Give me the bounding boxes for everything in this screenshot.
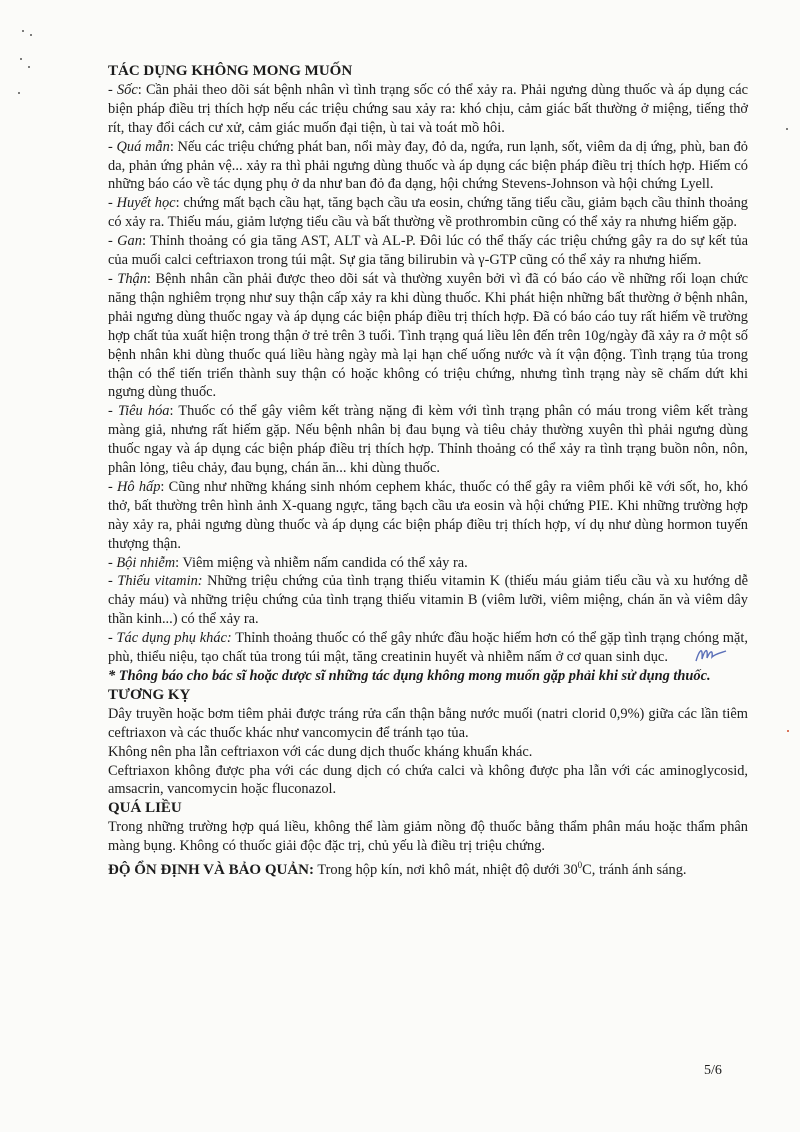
adverse-effect-item: - Tiêu hóa: Thuốc có thể gây viêm kết tràng nặng đi kèm với tình trạng phân có máu trong viêm kết tràng màng giả, nhưng rất hiếm gặp. Nếu bệnh nhân bị đau bụng và tiêu chảy thường xuyên thì phải ngưng dùng thuốc ngay và áp dụng các biện pháp điều trị thích hợp. Thỉnh thoảng có thể xảy ra tình trạng buồn nôn, nôn, phân lỏng, tiêu chảy, đau bụng, chán ăn... khi dùng thuốc. xyxy=(108,403,749,477)
scan-speck xyxy=(30,34,32,36)
adverse-effect-label: Thiếu vitamin: xyxy=(117,573,203,590)
adverse-effect-item: - Sốc: Cần phải theo dõi sát bệnh nhân vì tình trạng sốc có thể xảy ra. Phải ngưng dùng thuốc và áp dụng các biện pháp điều trị thích hợp nếu các triệu chứng sau xảy ra: khó chịu, cảm giác bất thường ở miệng, tiếng thở rít, thay đổi cách cư xử, cảm giác muốn đại tiện, ù tai và toát mồ hôi. xyxy=(108,81,749,136)
adverse-effect-text: : Cần phải theo dõi sát bệnh nhân vì tình trạng sốc có thể xảy ra. Phải ngưng dùng thuốc và áp dụng các biện pháp điều trị thích hợp nếu các triệu chứng sau xảy ra: khó chịu, cảm giác bất thường ở miệng, tiếng thở rít, thay đổi cách cư xử, cảm giác muốn đại tiện, ù tai và toát mồ hôi. xyxy=(108,81,749,136)
storage-paragraph xyxy=(108,856,748,880)
adverse-effect-item: - Gan: Thỉnh thoảng có gia tăng AST, ALT và AL-P. Đôi lúc có thể thấy các triệu chứng gây ra do sự kết tủa của muối calci ceftriaxon trong túi mật. Sự gia tăng bilirubin và γ-GTP cũng có thể xảy ra nhưng hiếm. xyxy=(108,233,748,269)
scan-speck xyxy=(22,30,24,32)
scan-speck xyxy=(787,730,789,732)
adverse-effect-text: : Cũng như những kháng sinh nhóm cephem khác, thuốc có thể gây ra viêm phổi kẽ với sốt, ho, khó thở, bất thường trên hình ảnh X-quang ngực, tăng bạch cầu ưa eosin và hội chứng PIE. Khi những trường hợp này xảy ra, phải ngưng dùng thuốc và áp dụng các biện pháp điều trị thích hợp, ví dụ như dùng hormon tuyến thượng thận. xyxy=(108,478,749,552)
adverse-effect-text: : chứng mất bạch cầu hạt, tăng bạch cầu ưa eosin, chứng tăng tiểu cầu, giảm bạch cầu thỉnh thoảng có xảy ra. Thiếu máu, giảm lượng tiểu cầu và bất thường về prothrombin cũng có thể xảy ra nhưng hiếm gặp. xyxy=(108,195,748,231)
adverse-effect-text: : Thuốc có thể gây viêm kết tràng nặng đi kèm với tình trạng phân có máu trong viêm kết tràng màng giả, nhưng rất hiếm gặp. Nếu bệnh nhân bị đau bụng và tiêu chảy thường xuyên thì phải ngưng dùng thuốc ngay và áp dụng các biện pháp điều trị thích hợp. Thỉnh thoảng có thể xảy ra tình trạng buồn nôn, nôn, phân lỏng, tiêu chảy, đau bụng, chán ăn... khi dùng thuốc. xyxy=(108,403,749,477)
incompatibility-paragraph: Không nên pha lẫn ceftriaxon với các dung dịch thuốc kháng khuẩn khác. xyxy=(108,743,533,760)
adverse-effect-item: - Huyết học: chứng mất bạch cầu hạt, tăng bạch cầu ưa eosin, chứng tăng tiểu cầu, giảm bạch cầu thỉnh thoảng có xảy ra. Thiếu máu, giảm lượng tiểu cầu và bất thường về prothrombin cũng có thể xảy ra nhưng hiếm gặp. xyxy=(108,195,748,231)
adverse-effect-label: Tác dụng phụ khác: xyxy=(116,630,232,647)
storage-text: Trong hộp kín, nơi khô mát, nhiệt độ dưới 30 xyxy=(313,861,578,878)
adverse-effect-text: : Nếu các triệu chứng phát ban, nổi mày đay, đỏ da, ngứa, run lạnh, sốt, viêm da dị ứng, phù, ban đỏ da, phản ứng phản vệ... xảy ra thì phải ngưng dùng thuốc và áp dụng các biện pháp điều trị thích hợp. Hiếm có những báo cáo về tác dụng phụ ở da như ban đỏ đa dạng, hội chứng Stevens-Johnson và hội chứng Lyell. xyxy=(108,138,749,193)
adverse-effect-label: Quá mẫn xyxy=(116,138,170,155)
adverse-effect-text: Những triệu chứng của tình trạng thiếu vitamin K (thiếu máu giảm tiểu cầu và xu hướng dễ chảy máu) và những triệu chứng của tình trạng thiếu vitamin B (viêm lưỡi, viêm miệng, chán ăn và viêm dây thần kinh...) có thể xảy ra. xyxy=(108,573,748,628)
scan-speck xyxy=(20,58,22,60)
section-heading-overdose: QUÁ LIỀU xyxy=(108,800,182,817)
incompatibility-paragraph: Ceftriaxon không được pha với các dung dịch có chứa calci và không được pha lẫn với các aminoglycosid, amsacrin, vancomycin hoặc fluconazol. xyxy=(108,762,748,798)
adverse-effect-label: Tiêu hóa xyxy=(117,403,170,420)
degree-superscript: 0 xyxy=(577,860,583,871)
adverse-effect-item: - Thiếu vitamin: Những triệu chứng của tình trạng thiếu vitamin K (thiếu máu giảm tiểu cầu và xu hướng dễ chảy máu) và những triệu chứng của tình trạng thiếu vitamin B (viêm lưỡi, viêm miệng, chán ăn và viêm dây thần kinh...) có thể xảy ra. xyxy=(108,573,748,628)
adverse-effect-text: : Viêm miệng và nhiễm nấm candida có thể xảy ra. xyxy=(175,554,468,571)
adverse-effect-item: - Quá mẫn: Nếu các triệu chứng phát ban, nổi mày đay, đỏ da, ngứa, run lạnh, sốt, viêm da dị ứng, phù, ban đỏ da, phản ứng phản vệ... xảy ra thì phải ngưng dùng thuốc và áp dụng các biện pháp điều trị thích hợp. Hiếm có những báo cáo về tác dụng phụ ở da như ban đỏ đa dạng, hội chứng Stevens-Johnson và hội chứng Lyell. xyxy=(108,138,749,193)
adverse-effect-item: - Thận: Bệnh nhân cần phải được theo dõi sát và thường xuyên bởi vì đã có báo cáo về những rối loạn chức năng thận nghiêm trọng như suy thận cấp xảy ra khi dùng thuốc. Khi phát hiện những bất thường ở bệnh nhân, phải ngưng dùng thuốc ngay và áp dụng các biện pháp điều trị thích hợp. Đã có báo cáo tuy rất hiếm về trường hợp chất tủa xuất hiện trong thận ở trẻ trên 3 tuổi. Tình trạng quá liều lên đến trên 10g/ngày đã xảy ra ở một số bệnh nhân khi dùng thuốc quá liều hàng ngày mà lại hạn chế uống nước và ít vận động. Tình trạng tủa trong thận có thể tiến triển thành suy thận có hoặc không có triệu chứng, nhưng tình trạng này sẽ chấm dứt khi ngưng dùng thuốc. xyxy=(108,270,749,401)
adverse-effect-label: Gan xyxy=(117,233,142,250)
adverse-effect-label: Bội nhiễm xyxy=(116,554,176,571)
adverse-effect-text: : Bệnh nhân cần phải được theo dõi sát và thường xuyên bởi vì đã có báo cáo về những rối loạn chức năng thận nghiêm trọng như suy thận cấp xảy ra khi dùng thuốc. Khi phát hiện những bất thường ở bệnh nhân, phải ngưng dùng thuốc ngay và áp dụng các biện pháp điều trị thích hợp. Đã có báo cáo tuy rất hiếm về trường hợp chất tủa xuất hiện trong thận ở trẻ trên 3 tuổi. Tình trạng quá liều lên đến trên 10g/ngày đã xảy ra ở một số bệnh nhân khi dùng thuốc quá liều hàng ngày mà lại hạn chế uống nước và ít vận động. Tình trạng tủa trong thận có thể tiến triển thành suy thận có hoặc không có triệu chứng, nhưng tình trạng này sẽ chấm dứt khi ngưng dùng thuốc. xyxy=(108,270,749,401)
adverse-effect-label: Thận xyxy=(117,270,147,287)
adverse-effect-label: Hô hấp xyxy=(117,478,161,495)
section-heading-adverse-effects: TÁC DỤNG KHÔNG MONG MUỐN xyxy=(108,63,353,79)
adverse-effect-label: Huyết học xyxy=(116,195,176,212)
storage-text-end: C, tránh ánh sáng. xyxy=(582,861,687,878)
scan-speck xyxy=(786,128,788,130)
page-number: 5/6 xyxy=(704,1063,722,1078)
scan-speck xyxy=(28,66,30,68)
adverse-effect-item: - Hô hấp: Cũng như những kháng sinh nhóm cephem khác, thuốc có thể gây ra viêm phổi kẽ với sốt, ho, khó thở, bất thường trên hình ảnh X-quang ngực, tăng bạch cầu ưa eosin và hội chứng PIE. Khi những trường hợp này xảy ra, phải ngưng dùng thuốc và áp dụng các biện pháp điều trị thích hợp, ví dụ như dùng hormon tuyến thượng thận. xyxy=(108,478,749,552)
section-heading-incompatibility: TƯƠNG KỴ xyxy=(108,686,191,703)
scan-speck xyxy=(18,92,20,94)
report-notice: * Thông báo cho bác sĩ hoặc dược sĩ những tác dụng không mong muốn gặp phải khi sử dụng thuốc. xyxy=(108,668,711,684)
section-heading-storage: ĐỘ ỔN ĐỊNH VÀ BẢO QUẢN: xyxy=(108,861,314,878)
incompatibility-paragraph: Dây truyền hoặc bơm tiêm phải được tráng rửa cẩn thận bằng nước muối (natri clorid 0,9%) giữa các lần tiêm ceftriaxon và các thuốc khác như vancomycin để tránh tạo tủa. xyxy=(108,705,748,741)
adverse-effect-text: Thỉnh thoảng thuốc có thể gây nhức đầu hoặc hiếm hơn có thể gặp tình trạng chóng mặt, phù, thiểu niệu, tạo chất tủa trong túi mật, tăng creatinin huyết và nhiễm nấm ở cơ quan sinh dục. xyxy=(108,630,748,666)
adverse-effect-text: : Thỉnh thoảng có gia tăng AST, ALT và AL-P. Đôi lúc có thể thấy các triệu chứng gây ra do sự kết tủa của muối calci ceftriaxon trong túi mật. Sự gia tăng bilirubin và γ-GTP cũng có thể xảy ra nhưng hiếm. xyxy=(108,233,748,269)
overdose-paragraph: Trong những trường hợp quá liều, không thể làm giảm nồng độ thuốc bằng thẩm phân máu hoặc thẩm phân màng bụng. Không có thuốc giải độc đặc trị, chủ yếu là điều trị triệu chứng. xyxy=(108,819,748,855)
adverse-effect-label: Sốc xyxy=(116,81,138,98)
document-page xyxy=(108,62,748,880)
adverse-effect-item: - Tác dụng phụ khác: Thỉnh thoảng thuốc có thể gây nhức đầu hoặc hiếm hơn có thể gặp tình trạng chóng mặt, phù, thiểu niệu, tạo chất tủa trong túi mật, tăng creatinin huyết và nhiễm nấm ở cơ quan sinh dục. xyxy=(108,630,748,666)
adverse-effect-item: - Bội nhiễm: Viêm miệng và nhiễm nấm candida có thể xảy ra. xyxy=(108,554,468,571)
